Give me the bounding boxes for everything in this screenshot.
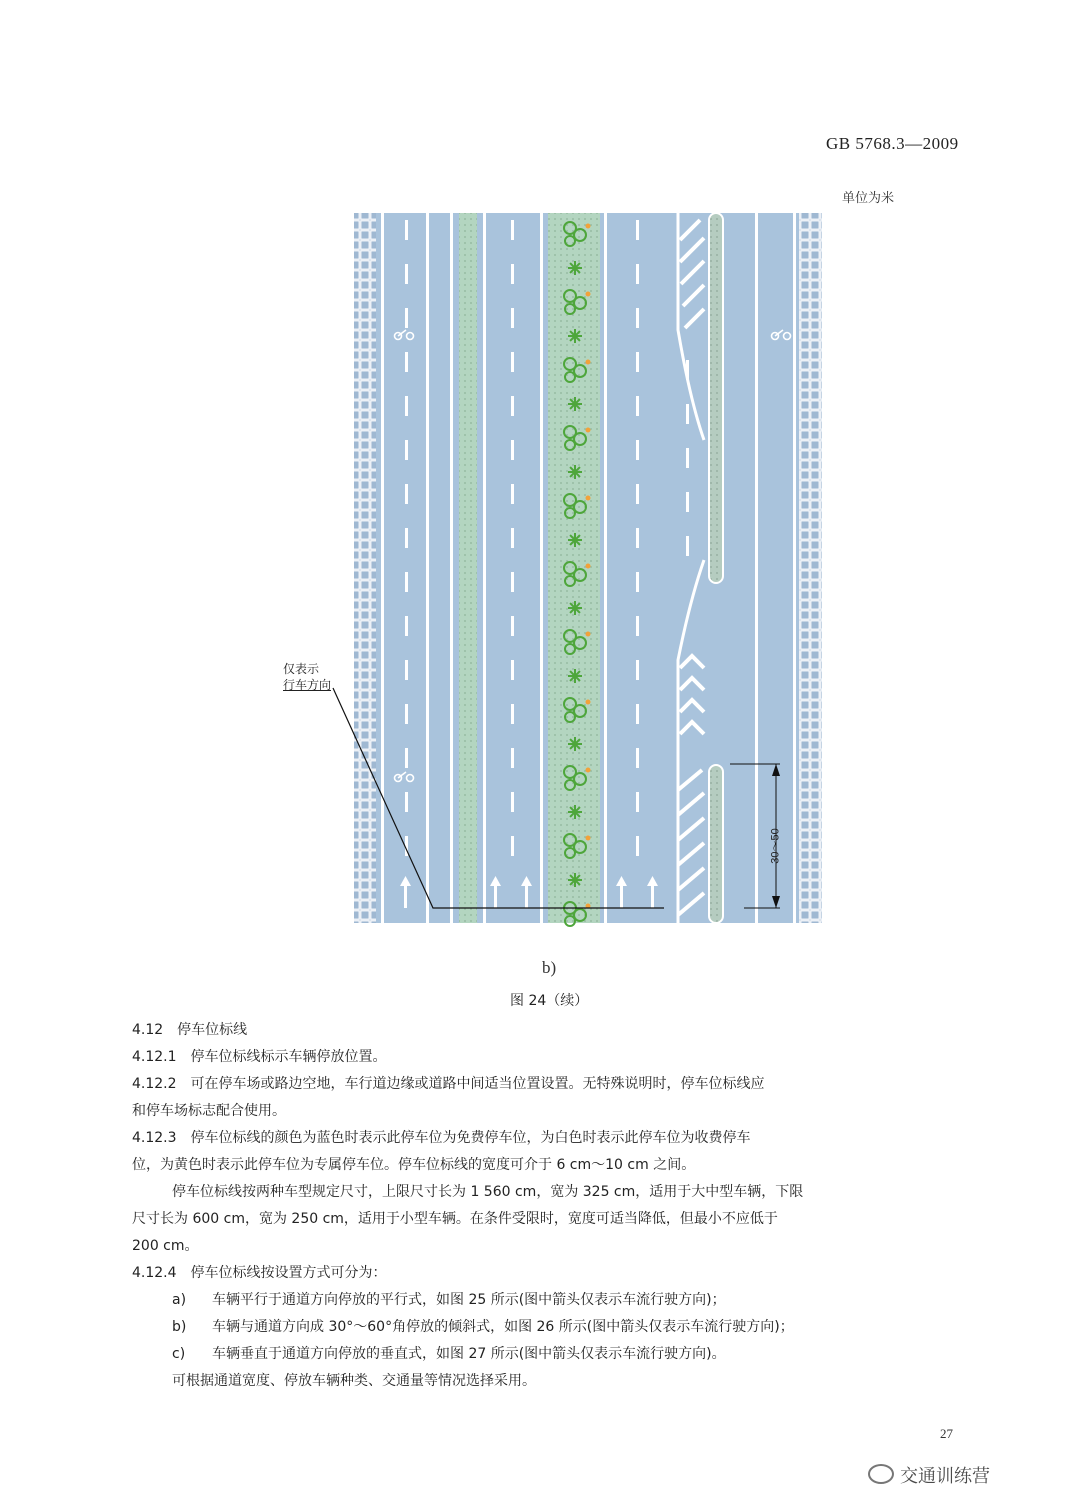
closing-line: 可根据通道宽度、停放车辆种类、交通量等情况选择采用。 (172, 1373, 536, 1389)
clause-4-12-2-line1: 4.12.2 可在停车场或路边空地，车行道边缘或道路中间适当位置设置。无特殊说明时，停车位标线应 (132, 1076, 765, 1092)
flower-icon (568, 805, 582, 819)
channel-island (709, 213, 723, 583)
list-item-a: a) 车辆平行于通道方向停放的平行式，如图 25 所示(图中箭头仅表示车流行驶方向)； (172, 1292, 726, 1308)
dash-col-1 (405, 220, 408, 856)
left-sidewalk (354, 213, 376, 923)
flower-icon (568, 329, 582, 343)
flower-icon (586, 360, 591, 365)
lane-separator (459, 213, 477, 923)
clause-4-12-4: 4.12.4 停车位标线按设置方式可分为： (132, 1265, 387, 1281)
channel-island-lower (709, 765, 723, 923)
clause-4-12-3-line2: 位，为黄色时表示此停车位为专属停车位。停车位标线的宽度可介于 6 cm～10 cm 之间。 (132, 1157, 696, 1173)
flower-icon (586, 292, 591, 297)
clause-4-12-3-line1: 4.12.3 停车位标线的颜色为蓝色时表示此停车位为免费停车位，为白色时表示此停车位为收费停车 (132, 1130, 751, 1146)
watermark: 交通训练营 (868, 1462, 990, 1488)
section-title: 4.12 停车位标线 (132, 1022, 248, 1038)
flower-icon (568, 465, 582, 479)
paragraph-line3: 200 cm。 (132, 1238, 199, 1254)
flower-icon (586, 700, 591, 705)
flower-icon (568, 397, 582, 411)
figure-sublabel: b) (542, 958, 557, 977)
wechat-logo-icon (868, 1464, 894, 1484)
flower-icon (586, 836, 591, 841)
flower-icon (586, 632, 591, 637)
callout-label-line2: 行车方向 (283, 678, 332, 692)
flower-icon (586, 428, 591, 433)
flower-icon (586, 768, 591, 773)
flower-icon (586, 564, 591, 569)
flower-icon (568, 601, 582, 615)
flower-icon (568, 261, 582, 275)
flower-icon (586, 496, 591, 501)
list-item-c: c) 车辆垂直于通道方向停放的垂直式，如图 27 所示(图中箭头仅表示车流行驶方向)。 (172, 1346, 726, 1362)
page-number: 27 (940, 1426, 953, 1441)
right-sidewalk (799, 213, 822, 923)
dash-col-2 (511, 220, 514, 856)
flower-icon (568, 737, 582, 751)
document-code: GB 5768.3—2009 (826, 134, 959, 153)
dimension-label: 30～50 (769, 828, 782, 864)
flower-icon (568, 873, 582, 887)
dash-col-3 (636, 220, 639, 856)
clause-4-12-2-line2: 和停车场标志配合使用。 (132, 1103, 286, 1119)
body-text (132, 1017, 978, 1395)
paragraph-line1: 停车位标线按两种车型规定尺寸，上限尺寸长为 1 560 cm，宽为 325 cm，适用于大中型车辆，下限 (172, 1184, 804, 1200)
flower-icon (568, 533, 582, 547)
list-item-b: b) 车辆与通道方向成 30°～60°角停放的倾斜式，如图 26 所示(图中箭头仅表示车流行驶方向)； (172, 1319, 794, 1335)
callout-label-line1: 仅表示 (283, 662, 320, 676)
clause-4-12-1: 4.12.1 停车位标线标示车辆停放位置。 (132, 1049, 387, 1065)
paragraph-line2: 尺寸长为 600 cm，宽为 250 cm，适用于小型车辆。在条件受限时，宽度可适当降低，但最小不应低于 (132, 1211, 778, 1227)
flower-icon (586, 224, 591, 229)
unit-note: 单位为米 (842, 191, 895, 206)
figure-caption: 图 24（续） (510, 993, 589, 1009)
flower-icon (568, 669, 582, 683)
